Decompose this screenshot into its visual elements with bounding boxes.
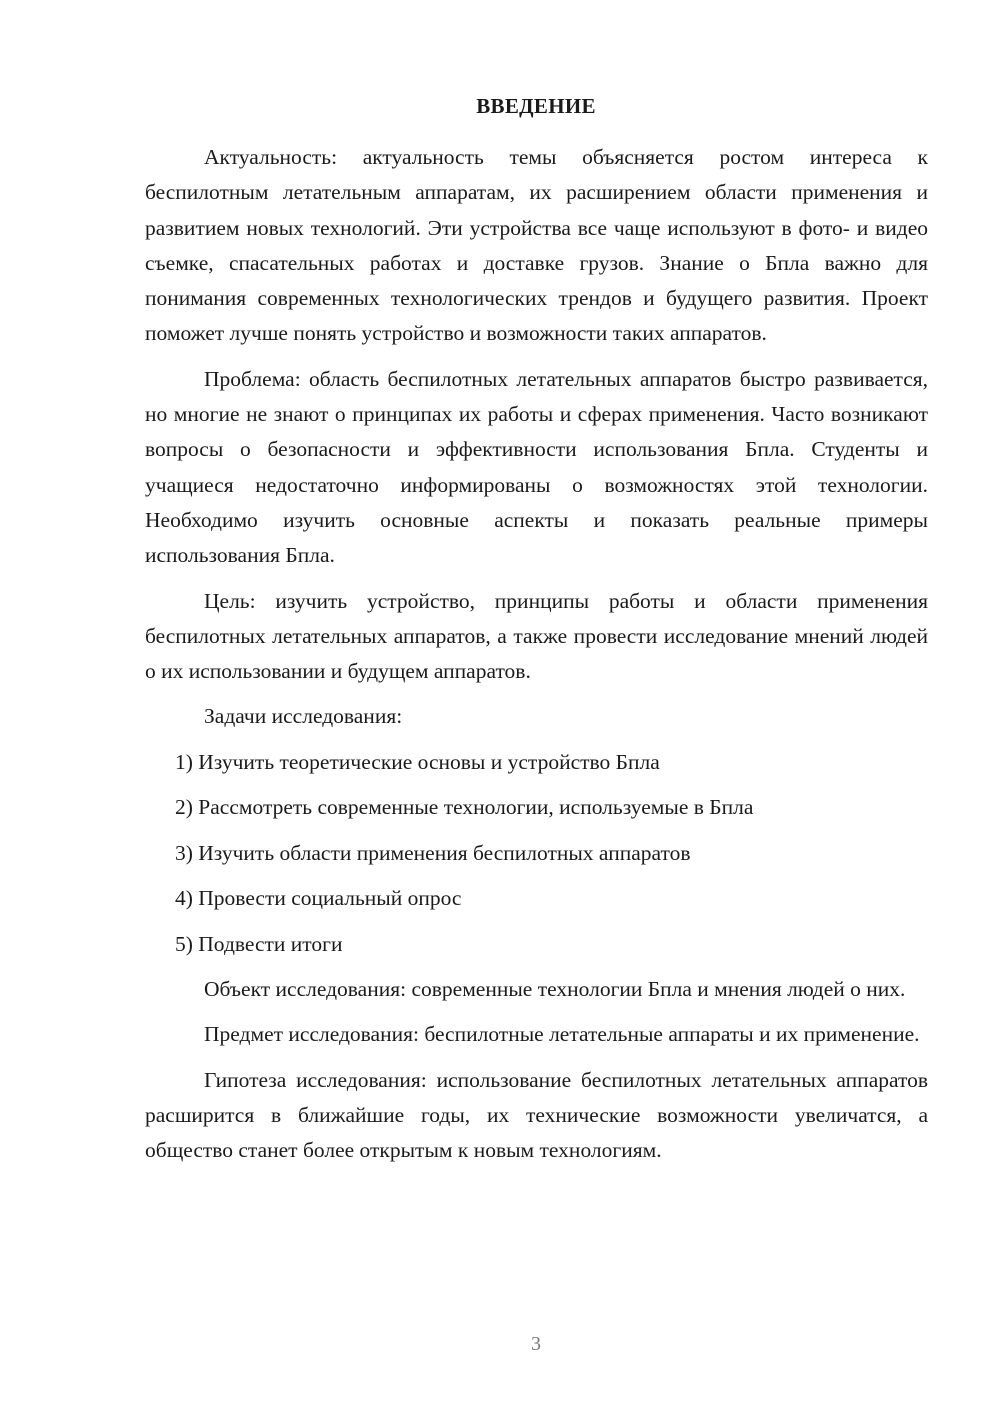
- list-item: 3) Изучить области применения беспилотных аппаратов: [175, 840, 691, 865]
- paragraph-goal: Цель: изучить устройство, принципы работы и области применения беспилотных летательных аппаратов, а также провести исследование мнений людей о их использовании и будущем аппаратов.: [145, 588, 928, 684]
- paragraph-problem: Проблема: область беспилотных летательных аппаратов быстро развивается, но многие не знают о принципах их работы и сферах применения. Часто возникают вопросы о безопасности и эффективности использования Бпла. Студенты и учащиеся недостаточно информированы о возможностях этой технологии. Необходимо изучить основные аспекты и показать реальные примеры использования Бпла.: [145, 366, 928, 568]
- paragraph-tasks-heading: Задачи исследования:: [204, 704, 403, 729]
- paragraph-object: Объект исследования: современные технологии Бпла и мнения людей о них.: [204, 976, 906, 1001]
- tasks-list: [145, 745, 928, 962]
- paragraph-subject: Предмет исследования: беспилотные летательные аппараты и их применение.: [204, 1022, 920, 1047]
- list-item: 2) Рассмотреть современные технологии, используемые в Бпла: [175, 795, 754, 820]
- list-item: 5) Подвести итоги: [175, 931, 343, 956]
- paragraph-relevance: Актуальность: актуальность темы объясняется ростом интереса к беспилотным летательным аппаратам, их расширением области применения и развитием новых технологий. Эти устройства все чаще используют в фото- и видео съемке, спасательных работах и доставке грузов. Знание о Бпла важно для понимания современных технологических трендов и будущего развития. Проект поможет лучше понять устройство и возможности таких аппаратов.: [145, 145, 928, 346]
- document-body: [145, 140, 928, 1168]
- list-item: 1) Изучить теоретические основы и устройство Бпла: [175, 749, 660, 774]
- paragraph-hypothesis: Гипотеза исследования: использование беспилотных летательных аппаратов расширится в ближайшие годы, их технические возможности увеличатся, а общество станет более открытым к новым технологиям.: [145, 1067, 928, 1163]
- page-title: ВВЕДЕНИЕ: [476, 94, 596, 118]
- page-number: 3: [531, 1333, 541, 1355]
- list-item: 4) Провести социальный опрос: [175, 886, 462, 911]
